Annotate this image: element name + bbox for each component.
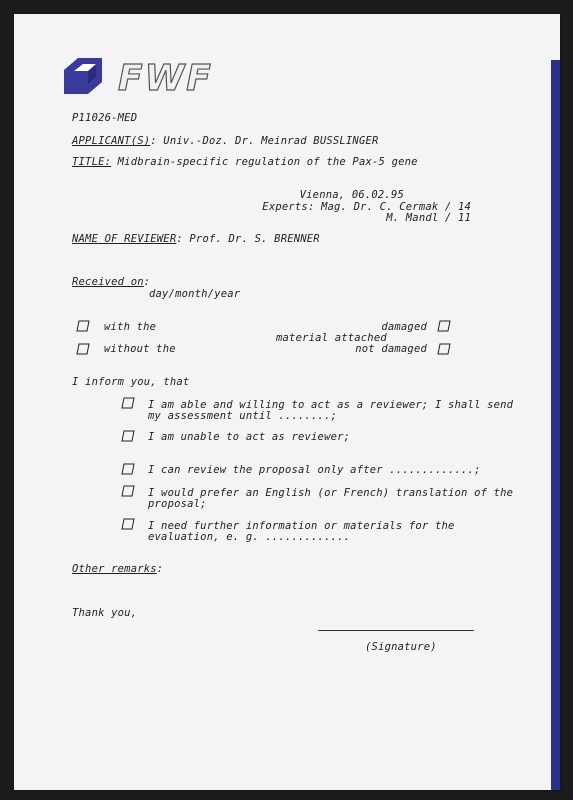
reviewer-label: NAME OF REVIEWER xyxy=(72,233,177,245)
option-translation-line-1: I would prefer an English (or French) translation of the xyxy=(148,487,514,499)
option-translation-line-2: proposal; xyxy=(148,498,207,510)
reviewer-line xyxy=(72,233,320,245)
applicant-label: APPLICANT(S) xyxy=(72,135,151,147)
applicant-value: : Univ.-Doz. Dr. Meinrad BUSSLINGER xyxy=(150,135,379,147)
option-able-line-1: I am able and willing to act as a reviewer; I shall send xyxy=(148,399,514,411)
thanks-text: Thank you, xyxy=(72,607,138,619)
option-unable-text: I am unable to act as reviewer; xyxy=(148,431,351,443)
option-information-line-1: I need further information or materials for the xyxy=(148,520,455,532)
signature-label: (Signature) xyxy=(365,641,437,653)
inform-text: I inform you, that xyxy=(72,376,190,388)
experts-line-2: M. Mandl / 11 xyxy=(386,212,471,224)
other-remarks-line xyxy=(72,563,163,575)
material-attached-label: material attached xyxy=(276,332,387,344)
checkbox-option-translation[interactable] xyxy=(121,485,135,497)
svg-text:FWF: FWF xyxy=(118,58,213,96)
without-label: without the xyxy=(104,343,176,355)
place-date: Vienna, 06.02.95 xyxy=(299,189,404,201)
received-colon: : xyxy=(143,276,151,288)
checkbox-damaged[interactable] xyxy=(437,320,451,332)
other-remarks-label: Other remarks xyxy=(72,563,157,575)
title-line xyxy=(72,156,418,168)
received-line xyxy=(72,276,150,288)
fwf-logo xyxy=(64,58,214,96)
checkbox-not-damaged[interactable] xyxy=(437,343,451,355)
title-label: TITLE: xyxy=(72,156,112,168)
not-damaged-label: not damaged xyxy=(355,343,427,355)
option-able-line-2: my assessment until ........; xyxy=(148,410,338,422)
signature-line[interactable] xyxy=(318,630,474,631)
other-remarks-colon: : xyxy=(156,563,164,575)
option-after-text: I can review the proposal only after .............; xyxy=(148,464,481,476)
checkbox-option-information[interactable] xyxy=(121,518,135,530)
applicant-line xyxy=(72,135,379,147)
reviewer-value: : Prof. Dr. S. BRENNER xyxy=(176,233,320,245)
option-information-line-2: evaluation, e. g. ............. xyxy=(148,531,351,543)
checkbox-without[interactable] xyxy=(76,343,90,355)
experts-line-1: Experts: Mag. Dr. C. Cermak / 14 xyxy=(262,201,471,213)
project-id: P11026-MED xyxy=(72,112,138,124)
checkbox-option-able[interactable] xyxy=(121,397,135,409)
damaged-label: damaged xyxy=(381,321,427,333)
checkbox-option-after[interactable] xyxy=(121,463,135,475)
received-label: Received on xyxy=(72,276,144,288)
with-label: with the xyxy=(104,321,157,333)
page-edge-stripe xyxy=(551,60,560,790)
title-value: Midbrain-specific regulation of the Pax-5 gene xyxy=(111,156,418,168)
checkbox-option-unable[interactable] xyxy=(121,430,135,442)
date-format: day/month/year xyxy=(149,288,241,300)
checkbox-with[interactable] xyxy=(76,320,90,332)
